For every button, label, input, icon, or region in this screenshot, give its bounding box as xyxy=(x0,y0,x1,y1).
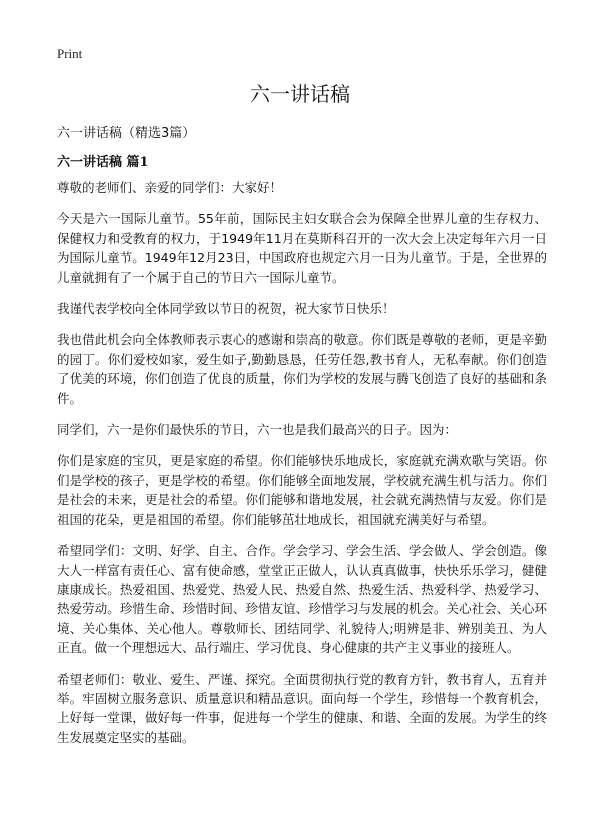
paragraph-thanks-teachers: 我也借此机会向全体教师表示衷心的感谢和崇高的敬意。你们既是尊敬的老师，更是辛勤的园丁。你们爱校如家，爱生如子,勤勤恳恳，任劳任怨,教书育人，无私奉献。你们创造了优美的环境，你们创造了优良的质量，你们为学校的发展与腾飞创造了良好的基础和条件。 xyxy=(57,332,547,406)
paragraph-congratulations: 我谨代表学校向全体同学致以节日的祝贺，祝大家节日快乐！ xyxy=(57,301,395,317)
section-heading: 六一讲话稿 篇1 xyxy=(57,155,149,170)
paragraph-history: 今天是六一国际儿童节。55年前，国际民主妇女联合会为保障全世界儿童的生存权力、保健权力和受教育的权力，于1949年11月在莫斯科召开的一次大会上决定每年六月一日为国际儿童节。1949年12月23日，中国政府也规定六月一日为儿童节。于是，全世界的儿童就拥有了一个属于自己的节日六一国际儿童节。 xyxy=(57,211,547,285)
print-link[interactable]: Print xyxy=(57,46,83,61)
speech-body xyxy=(57,178,547,759)
document-subtitle: 六一讲话稿（精选3篇） xyxy=(57,126,196,141)
page-title: 六一讲话稿 xyxy=(250,82,350,106)
paragraph-hopes-teachers: 希望老师们：敬业、爱生、严谨、探究。全面贯彻执行党的教育方针，教书育人，五育并举。牢固树立服务意识、质量意识和精品意识。面向每一个学生，珍惜每一个教育机会，上好每一堂课，做好每一件事，促进每一个学生的健康、和谐、全面的发展。为学生的终生发展奠定坚实的基础。 xyxy=(57,671,547,745)
paragraph-hope-of-family: 你们是家庭的宝贝，更是家庭的希望。你们能够快乐地成长，家庭就充满欢歌与笑语。你们是学校的孩子，更是学校的希望。你们能够全面地发展，学校就充满生机与活力。你们是社会的未来，更是社会的希望。你们能够和谐地发展，社会就充满热情与友爱。你们是祖国的花朵，更是祖国的希望。你们能够茁壮地成长，祖国就充满美好与希望。 xyxy=(57,453,547,527)
paragraph-hopes-students: 希望同学们：文明、好学、自主、合作。学会学习、学会生活、学会做人、学会创造。像大人一样富有责任心、富有使命感，堂堂正正做人，认认真真做事，快快乐乐学习，健健康康成长。热爱祖国、热爱党、热爱人民、热爱自然、热爱生活、热爱科学、热爱学习、热爱劳动。珍惜生命、珍惜时间、珍惜友谊、珍惜学习与发展的机会。关心社会、关心环境、关心集体、关心他人。尊敬师长、团结同学、礼貌待人;明辨是非、辨别美丑、为人正直。做一个理想远大、品行端庄、学习优良、身心健康的共产主义事业的接班人。 xyxy=(57,543,547,656)
paragraph-intro-reasons: 同学们，六一是你们最快乐的节日，六一也是我们最高兴的日子。因为： xyxy=(57,422,458,438)
paragraph-greeting: 尊敬的老师们、亲爱的同学们：大家好！ xyxy=(57,180,283,195)
